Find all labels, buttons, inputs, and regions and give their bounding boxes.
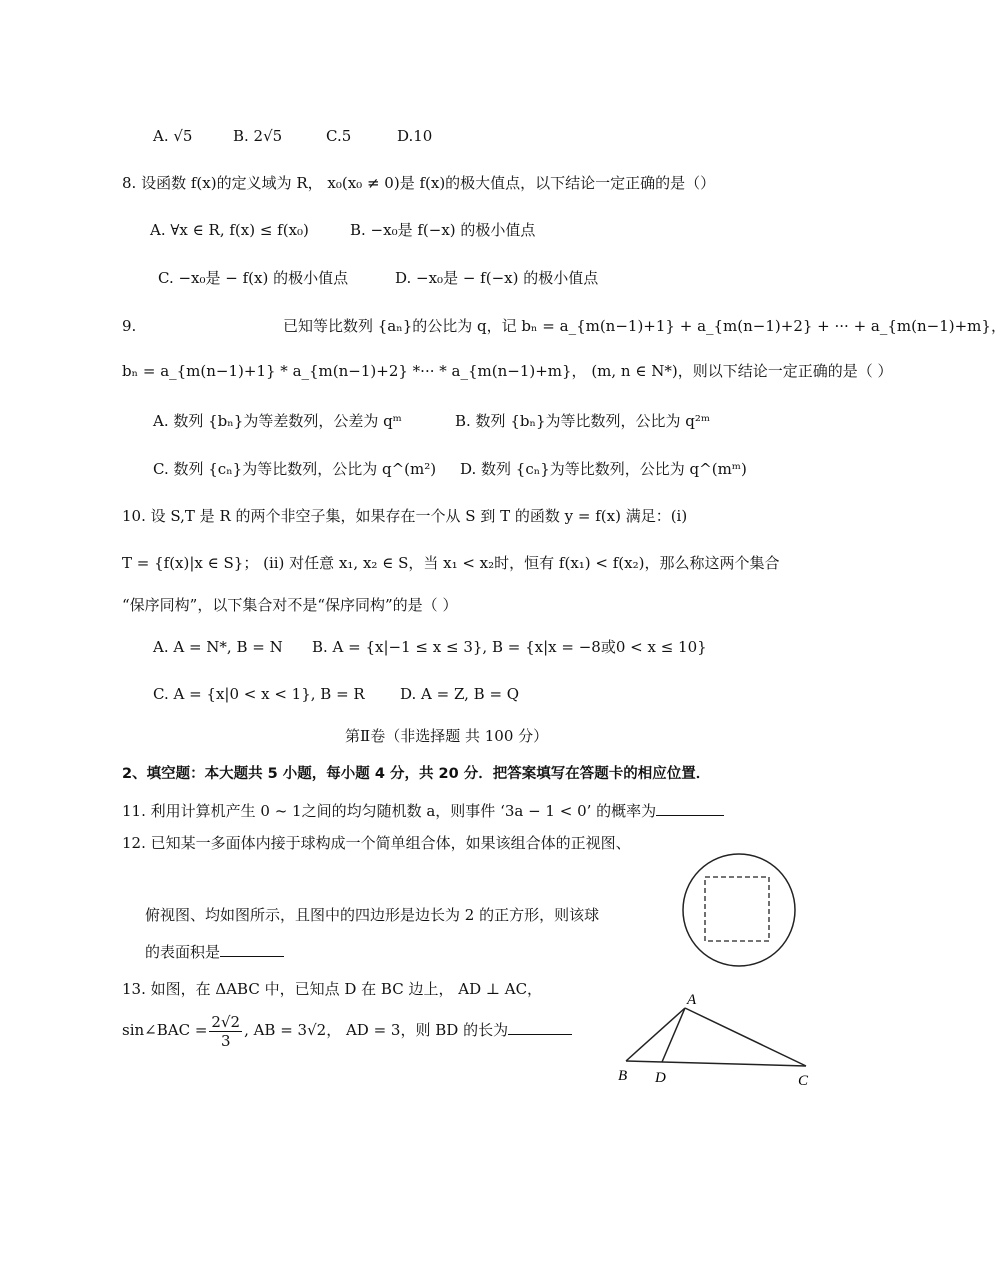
q7-option-d: D.10 — [397, 127, 433, 145]
q11-text: 11. 利用计算机产生 0 ~ 1之间的均匀随机数 a，则事件 ‘3a − 1 < 0’ 的概率为 — [122, 802, 657, 820]
q10-line2: T = {f(x)|x ∈ S}； (ii) 对任意 x₁, x₂ ∈ S，当 x₁ < x₂时，恒有 f(x₁) < f(x₂)，那么称这两个集合 — [122, 554, 780, 572]
q11-answer-blank — [656, 801, 724, 816]
dashed-square — [705, 877, 769, 941]
fraction-numerator: 2√2 — [211, 1012, 241, 1031]
q10-option-d: D. A = Z, B = Q — [400, 685, 520, 703]
q7-option-c: C.5 — [326, 127, 352, 145]
side-ab — [626, 1008, 685, 1061]
q9-option-b: B. 数列 {bₙ}为等比数列，公比为 q²ᵐ — [455, 412, 711, 430]
q8-option-a: A. ∀x ∈ R, f(x) ≤ f(x₀) — [150, 221, 309, 239]
side-ac — [685, 1008, 806, 1066]
q7-option-a: A. √5 — [153, 127, 193, 145]
q7-option-b: B. 2√5 — [233, 127, 283, 145]
q10-option-c: C. A = {x|0 < x < 1}, B = R — [153, 685, 365, 703]
fill-in-heading: 2、填空题：本大题共 5 小题，每小题 4 分，共 20 分．把答案填写在答题卡的相应位置． — [122, 766, 711, 782]
q13-rest: , AB = 3√2， AD = 3，则 BD 的长为 — [244, 1021, 509, 1039]
q13-line2 — [122, 1010, 572, 1050]
q9-line1: 已知等比数列 {aₙ}的公比为 q，记 bₙ = a_{m(n−1)+1} + a_{m(n−1)+2} + ··· + a_{m(n−1)+m}， — [283, 317, 1006, 335]
q8-option-b: B. −x₀是 f(−x) 的极小值点 — [350, 221, 536, 239]
q9-option-d: D. 数列 {cₙ}为等比数列，公比为 q^(mᵐ) — [460, 460, 747, 478]
q12-line3-wrap — [145, 941, 284, 963]
q12-line1: 12. 已知某一多面体内接于球构成一个简单组合体，如果该组合体的正视图、 — [122, 834, 631, 852]
sphere-view-figure — [680, 852, 800, 970]
segment-ad — [662, 1008, 685, 1062]
side-bc — [626, 1061, 806, 1066]
vertex-label-d: D — [655, 1070, 666, 1086]
q11-line — [122, 800, 724, 822]
q8-stem: 8. 设函数 f(x)的定义域为 R， x₀(x₀ ≠ 0)是 f(x)的极大值点，以下结论一定正确的是（） — [122, 174, 716, 192]
q10-option-b: B. A = {x|−1 ≤ x ≤ 3}, B = {x|x = −8或0 < x ≤ 10} — [312, 638, 707, 656]
q8-option-c: C. −x₀是 − f(x) 的极小值点 — [158, 269, 349, 287]
q9-line2: bₙ = a_{m(n−1)+1} * a_{m(n−1)+2} *··· * a_{m(n−1)+m}， (m, n ∈ N*)，则以下结论一定正确的是（ ） — [122, 362, 893, 380]
vertex-label-b: B — [618, 1068, 628, 1084]
triangle-figure — [610, 988, 820, 1088]
q13-line1: 13. 如图，在 ΔABC 中，已知点 D 在 BC 边上， AD ⊥ AC， — [122, 980, 543, 998]
q10-option-a: A. A = N*, B = N — [153, 638, 283, 656]
vertex-label-a: A — [687, 992, 697, 1008]
q13-sin-label: sin∠BAC = — [122, 1021, 208, 1039]
fraction-denominator: 3 — [220, 1031, 231, 1050]
vertex-label-c: C — [798, 1073, 809, 1089]
q10-line1: 10. 设 S,T 是 R 的两个非空子集，如果存在一个从 S 到 T 的函数 y = f(x) 满足：(i) — [122, 507, 688, 525]
sphere-circle — [683, 854, 795, 966]
section-2-title: 第Ⅱ卷（非选择题 共 100 分） — [345, 727, 549, 745]
q12-line3: 的表面积是 — [145, 943, 221, 961]
q13-answer-blank — [508, 1020, 572, 1035]
q10-line3: “保序同构”，以下集合对不是“保序同构”的是（ ） — [122, 596, 458, 614]
q9-option-c: C. 数列 {cₙ}为等比数列，公比为 q^(m²) — [153, 460, 437, 478]
q8-option-d: D. −x₀是 − f(−x) 的极小值点 — [395, 269, 599, 287]
q9-number: 9. — [122, 317, 137, 335]
q12-answer-blank — [220, 942, 284, 957]
q12-line2: 俯视图、均如图所示，且图中的四边形是边长为 2 的正方形，则该球 — [145, 906, 600, 924]
q9-option-a: A. 数列 {bₙ}为等差数列，公差为 qᵐ — [153, 412, 402, 430]
q13-fraction — [209, 1013, 242, 1050]
